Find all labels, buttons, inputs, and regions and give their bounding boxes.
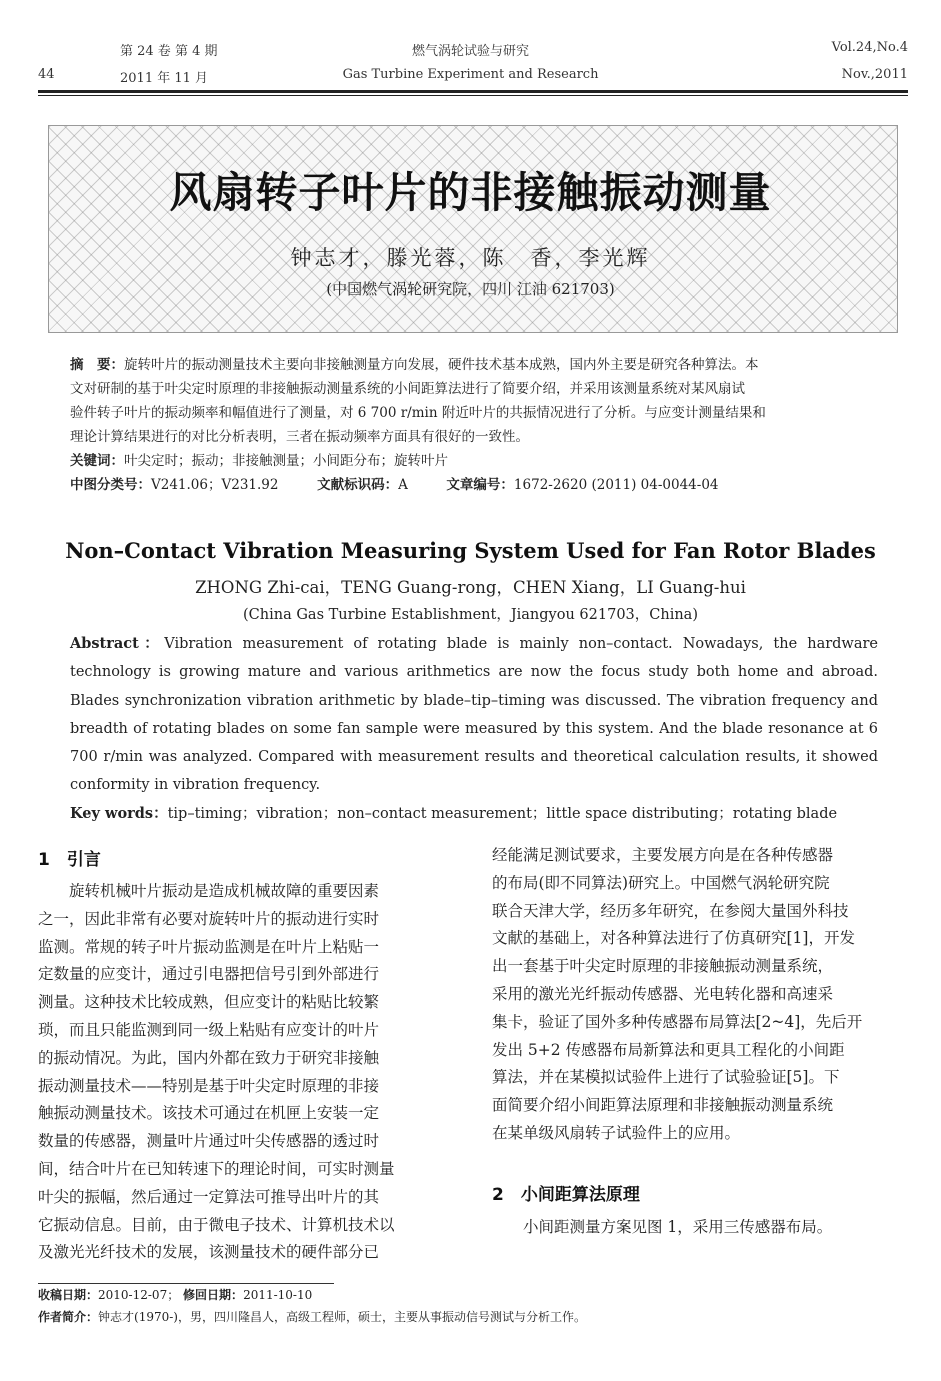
clc-value: V241.06；V231.92 — [151, 477, 279, 493]
date-en: Nov.,2011 — [841, 67, 908, 82]
en-affiliation: (China Gas Turbine Establishment，Jiangyou 621703，China) — [243, 607, 698, 623]
body-line: 的振动情况。为此，国内外都在致力于研究非接触 — [38, 1048, 380, 1067]
body-line: 振动测量技术——特别是基于叶尖定时原理的非接 — [38, 1076, 380, 1095]
cn-keywords: 叶尖定时；振动；非接触测量；小间距分布；旋转叶片 — [124, 453, 448, 469]
body-line: 在某单级风扇转子试验件上的应用。 — [492, 1123, 741, 1142]
article-no-value: 1672-2620 (2011) 04-0044-04 — [513, 477, 719, 493]
body-line: 定数量的应变计，通过引电器把信号引到外部进行 — [38, 965, 380, 984]
section-2-text — [492, 1214, 910, 1242]
cn-abstract — [70, 353, 878, 497]
author-bio: 钟志才(1970-)，男，四川隆昌人，高级工程师，硕士，主要从事振动信号测试与分析工作。 — [98, 1310, 586, 1324]
header-rule-thin — [38, 95, 908, 96]
body-line: 小间距测量方案见图 1，采用三传感器布局。 — [492, 1218, 833, 1236]
body-line: 间，结合叶片在已知转速下的理论时间，可实时测量 — [38, 1159, 395, 1178]
en-abstract — [70, 630, 878, 800]
page-number: 44 — [38, 67, 55, 82]
body-line: 之一，因此非常有必要对旋转叶片的振动进行实时 — [38, 909, 380, 928]
footnote-rule — [38, 1283, 334, 1284]
body-line: 数量的传感器，测量叶片通过叶尖传感器的透过时 — [38, 1132, 380, 1151]
revised-date-label: 修回日期： — [183, 1288, 244, 1302]
footnote-bio — [38, 1308, 586, 1325]
section-1-left-column — [38, 878, 456, 1267]
received-date: 2010-12-07； — [98, 1288, 180, 1302]
section-1-right-column — [492, 842, 910, 1148]
body-line: 旋转机械叶片振动是造成机械故障的重要因素 — [38, 882, 380, 900]
body-line: 文献的基础上，对各种算法进行了仿真研究[1]，开发 — [492, 929, 855, 948]
cn-keywords-label: 关键词： — [70, 453, 124, 469]
header-rule-thick — [38, 90, 908, 93]
volume-cn: 第 24 卷 第 4 期 — [120, 44, 218, 59]
body-line: 联合天津大学，经历多年研究，在参阅大量国外科技 — [492, 901, 849, 920]
body-line: 监测。常规的转子叶片振动监测是在叶片上粘贴一 — [38, 937, 380, 956]
cn-abstract-line: 理论计算结果进行的对比分析表明，三者在振动频率方面具有很好的一致性。 — [70, 429, 529, 445]
en-abstract-label: Abstract： — [70, 635, 165, 652]
journal-en: Gas Turbine Experiment and Research — [342, 67, 599, 82]
cn-abstract-line: 旋转叶片的振动测量技术主要向非接触测量方向发展，硬件技术基本成熟，国内外主要是研究各种算法。本 — [124, 357, 759, 373]
body-line: 采用的激光光纤振动传感器、光电转化器和高速采 — [492, 984, 834, 1003]
body-line: 及激光光纤技术的发展，该测量技术的硬件部分已 — [38, 1243, 380, 1262]
en-authors: ZHONG Zhi-cai，TENG Guang-rong，CHEN Xiang，LI Guang-hui — [195, 578, 746, 597]
clc-label: 中图分类号： — [70, 477, 151, 493]
cn-abstract-line: 文对研制的基于叶尖定时原理的非接触振动测量系统的小间距算法进行了简要介绍，并采用该测量系统对某风扇试 — [70, 381, 745, 397]
doc-code-label: 文献标识码： — [317, 477, 399, 493]
volume-en: Vol.24,No.4 — [831, 40, 908, 55]
body-line: 它振动信息。目前，由于微电子技术、计算机技术以 — [38, 1215, 395, 1234]
body-line: 面简要介绍小间距算法原理和非接触振动测量系统 — [492, 1096, 834, 1115]
section-2-heading: 2 小间距算法原理 — [492, 1185, 640, 1205]
section-1-heading: 1 引言 — [38, 850, 101, 870]
body-line: 经能满足测试要求，主要发展方向是在各种传感器 — [492, 846, 834, 864]
body-line: 琐，而且只能监测到同一级上粘贴有应变计的叶片 — [38, 1020, 380, 1039]
article-no-label: 文章编号： — [446, 477, 514, 493]
cn-abstract-line: 验件转子叶片的振动频率和幅值进行了测量，对 6 700 r/min 附近叶片的共振情况进行了分析。与应变计测量结果和 — [70, 405, 766, 421]
cn-abstract-label: 摘 要： — [70, 357, 124, 373]
en-abstract-text: Vibration measurement of rotating blade is mainly non–contact. Nowadays, the hardware technology is growing mature and various arithmetics are now the focus study both home and abroad. Blades synchronization vibration arithmetic by blade–tip–timing was discussed. The vibration frequency and breadth of rotating blades on some fan sample were measured by this system. And the blade resonance at 6 700 r/min was analyzed. Compared with measurement results and theoretical calculation results, it showed conformity in vibration frequency. — [70, 636, 878, 794]
received-date-label: 收稿日期： — [38, 1288, 99, 1302]
journal-cn: 燃气涡轮试验与研究 — [411, 44, 529, 59]
en-keywords-label: Key words： — [70, 805, 168, 822]
body-line: 发出 5+2 传感器布局新算法和更具工程化的小间距 — [492, 1040, 845, 1059]
body-line: 出一套基于叶尖定时原理的非接触振动测量系统， — [492, 957, 834, 976]
en-keywords — [70, 800, 878, 828]
date-cn: 2011 年 11 月 — [120, 71, 209, 86]
paper-title: 风扇转子叶片的非接触振动测量 — [169, 168, 772, 217]
author-bio-label: 作者简介： — [38, 1310, 99, 1324]
body-line: 集卡，验证了国外多种传感器布局算法[2~4]，先后开 — [492, 1012, 863, 1031]
doc-code-value: A — [398, 477, 408, 493]
revised-date: 2011-10-10 — [243, 1288, 313, 1302]
body-line: 的布局(即不同算法)研究上。中国燃气涡轮研究院 — [492, 873, 830, 892]
body-line: 触振动测量技术。该技术可通过在机匣上安装一定 — [38, 1104, 380, 1123]
en-keywords-text: tip–timing；vibration；non–contact measurement；little space distributing；rotating blade — [167, 806, 838, 822]
body-line: 叶尖的振幅，然后通过一定算法可推导出叶片的其 — [38, 1187, 380, 1206]
body-line: 测量。这种技术比较成熟，但应变计的粘贴比较繁 — [38, 993, 380, 1012]
footnote-dates — [38, 1286, 312, 1303]
paper-authors: 钟志才，滕光蓉，陈 香，李光辉 — [290, 246, 651, 270]
title-box — [48, 125, 898, 333]
paper-affiliation: (中国燃气涡轮研究院，四川 江油 621703) — [326, 280, 615, 298]
body-line: 算法，并在某模拟试验件上进行了试验验证[5]。下 — [492, 1068, 840, 1087]
en-title: Non–Contact Vibration Measuring System Used for Fan Rotor Blades — [65, 538, 876, 563]
